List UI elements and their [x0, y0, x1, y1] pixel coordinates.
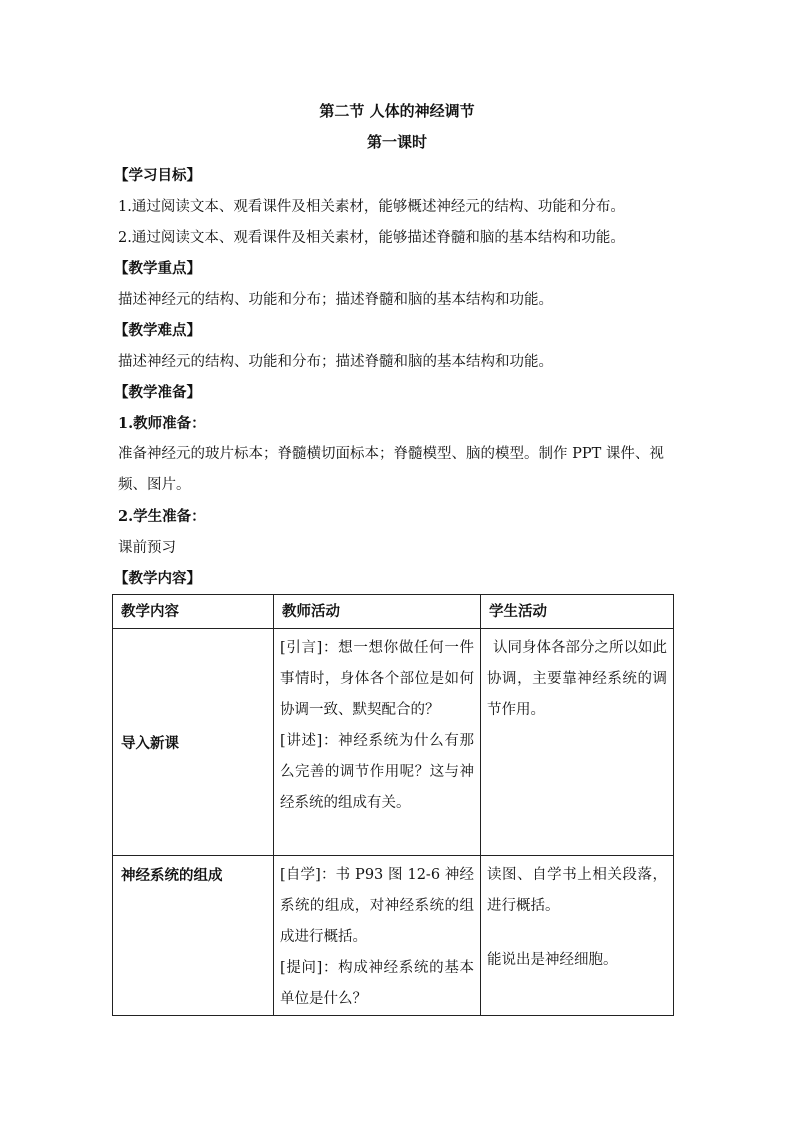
table-cell	[274, 629, 481, 856]
key-points-heading: 【教学重点】	[114, 260, 201, 277]
table-cell	[481, 856, 674, 1016]
teacher-activity: [引言]：想一想你做任何一件事情时，身体各个部位是如何协调一致、默契配合的？	[280, 640, 474, 718]
table-cell	[481, 629, 674, 856]
student-prep-text: 课前预习	[118, 540, 176, 556]
table-header-row	[113, 595, 674, 629]
objective-2: 2.通过阅读文本、观看课件及相关素材，能够描述脊髓和脑的基本结构和功能。	[118, 230, 625, 246]
row-label: 神经系统的组成	[121, 867, 223, 884]
student-activity: 读图、自学书上相关段落，进行概括。	[487, 867, 667, 914]
column-header: 学生活动	[481, 595, 674, 629]
teacher-prep-text: 准备神经元的玻片标本；脊髓横切面标本；脊髓模型、脑的模型。制作 PPT 课件、视频、图片。	[118, 446, 664, 493]
column-header: 教师活动	[274, 595, 481, 629]
document-title: 第二节 人体的神经调节	[319, 102, 475, 120]
objectives-heading: 【学习目标】	[114, 167, 201, 184]
objective-1: 1.通过阅读文本、观看课件及相关素材，能够概述神经元的结构、功能和分布。	[118, 199, 625, 215]
teacher-activity: [提问]：构成神经系统的基本单位是什么？	[280, 960, 474, 1007]
table-cell	[113, 629, 274, 856]
table-cell	[274, 856, 481, 1016]
column-header: 教学内容	[113, 595, 274, 629]
table-row	[113, 629, 674, 856]
table-row	[113, 856, 674, 1016]
difficulty-text: 描述神经元的结构、功能和分布；描述脊髓和脑的基本结构和功能。	[118, 354, 553, 370]
row-label: 导入新课	[121, 734, 179, 752]
student-activity: 认同身体各部分之所以如此协调，主要靠神经系统的调节作用。	[487, 640, 667, 718]
teacher-activity: [讲述]：神经系统为什么有那么完善的调节作用呢？这与神经系统的组成有关。	[280, 733, 474, 811]
student-activity: 能说出是神经细胞。	[487, 952, 618, 968]
teaching-content-table	[112, 594, 674, 1016]
content-heading: 【教学内容】	[114, 570, 201, 587]
preparation-heading: 【教学准备】	[114, 384, 201, 401]
teacher-prep-heading: 1.教师准备：	[118, 415, 206, 432]
table-cell	[113, 856, 274, 1016]
document-subtitle: 第一课时	[366, 133, 427, 151]
student-prep-heading: 2.学生准备：	[118, 508, 206, 525]
difficulty-heading: 【教学难点】	[114, 322, 201, 339]
teacher-activity: [自学]：书 P93 图 12-6 神经系统的组成，对神经系统的组成进行概括。	[280, 867, 474, 945]
key-points-text: 描述神经元的结构、功能和分布；描述脊髓和脑的基本结构和功能。	[118, 292, 553, 308]
